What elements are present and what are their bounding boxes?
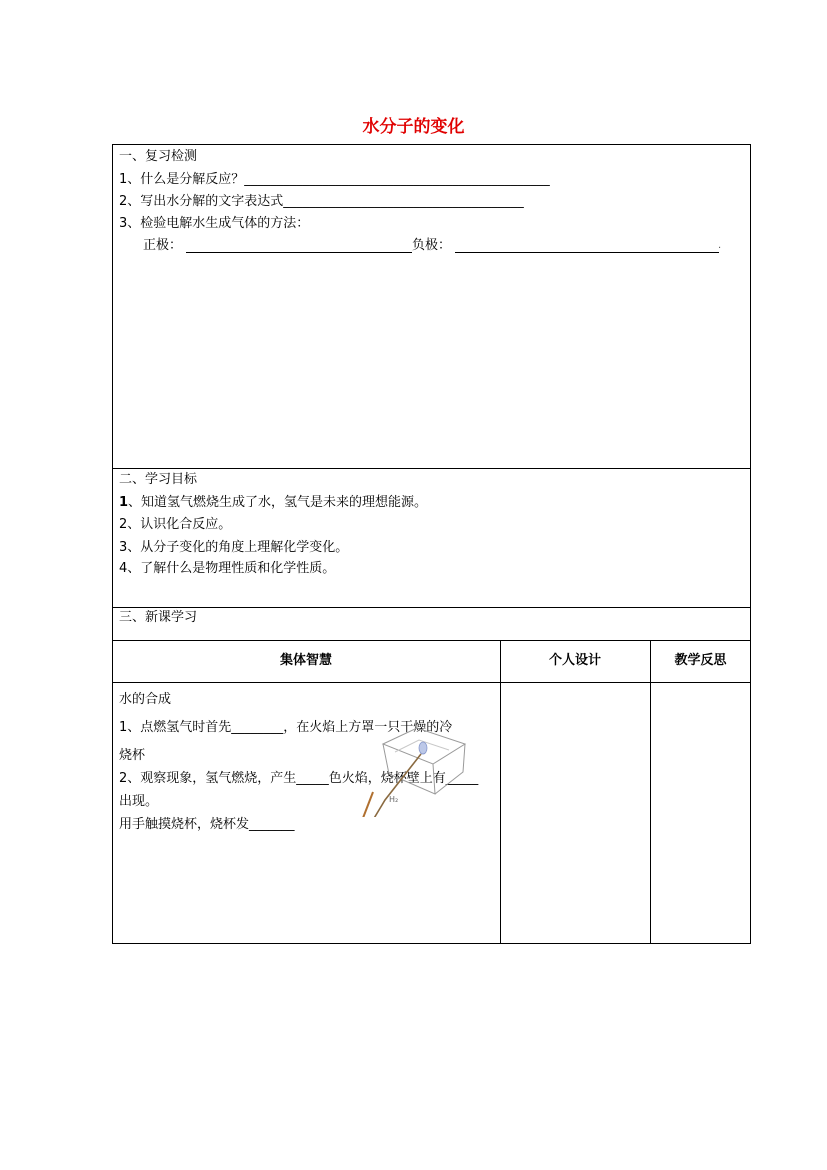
review-question-2: 2、写出水分解的文字表达式_____________________________________ <box>119 194 524 209</box>
column-header-reflection: 教学反思 <box>674 653 727 668</box>
column-header-collective: 集体智慧 <box>279 653 332 668</box>
goal-item-1-number: 1 <box>119 495 129 510</box>
review-section <box>112 144 751 469</box>
goals-section <box>112 468 751 608</box>
goal-item-1 <box>119 495 427 511</box>
gas-tube <box>367 754 421 817</box>
goal-item-1-text: 、知道氢气燃烧生成了水，氢气是未来的理想能源。 <box>128 495 428 510</box>
negative-electrode-label: 负极： <box>412 238 452 253</box>
synthesis-step-1-cont: 烧杯 <box>119 748 146 763</box>
beaker-side-right <box>435 744 465 794</box>
review-heading: 一、复习检测 <box>119 149 198 164</box>
trailing-dot: . <box>718 240 722 251</box>
column-divider-1 <box>500 640 501 943</box>
synthesis-step-2-cont: 出现。 <box>119 794 159 809</box>
positive-electrode-label: 正极： <box>143 238 183 253</box>
new-lesson-divider <box>112 640 751 641</box>
gas-label: H₂ <box>389 795 399 804</box>
column-divider-2 <box>650 640 651 943</box>
goal-item-2: 2、认识化合反应。 <box>119 517 232 532</box>
page-title: 水分子的变化 <box>362 117 465 137</box>
synthesis-step-2: 2、观察现象，氢气燃烧，产生_____色火焰，烧杯壁上有_____ <box>119 771 479 786</box>
goals-heading: 二、学习目标 <box>119 472 198 487</box>
synthesis-step-3: 用手触摸烧杯，烧杯发_______ <box>119 817 295 832</box>
flame-icon <box>419 742 427 754</box>
column-header-personal: 个人设计 <box>548 653 601 668</box>
review-question-3: 3、检验电解水生成气体的方法： <box>119 216 310 231</box>
nozzle <box>363 792 373 817</box>
positive-answer-blank[interactable] <box>186 252 412 253</box>
synthesis-title: 水的合成 <box>119 692 172 707</box>
new-lesson-heading: 三、新课学习 <box>119 610 198 625</box>
review-question-1: 1、什么是分解反应？_______________________________________________ <box>119 172 550 187</box>
negative-answer-blank[interactable] <box>455 252 719 253</box>
goal-item-4: 4、了解什么是物理性质和化学性质。 <box>119 561 336 576</box>
goal-item-3: 3、从分子变化的角度上理解化学变化。 <box>119 540 349 555</box>
table-header-divider <box>112 682 751 683</box>
hydrogen-burning-apparatus-illustration <box>345 722 475 817</box>
synthesis-step-1: 1、点燃氢气时首先________，在火焰上方罩一只干燥的冷 <box>119 720 453 735</box>
